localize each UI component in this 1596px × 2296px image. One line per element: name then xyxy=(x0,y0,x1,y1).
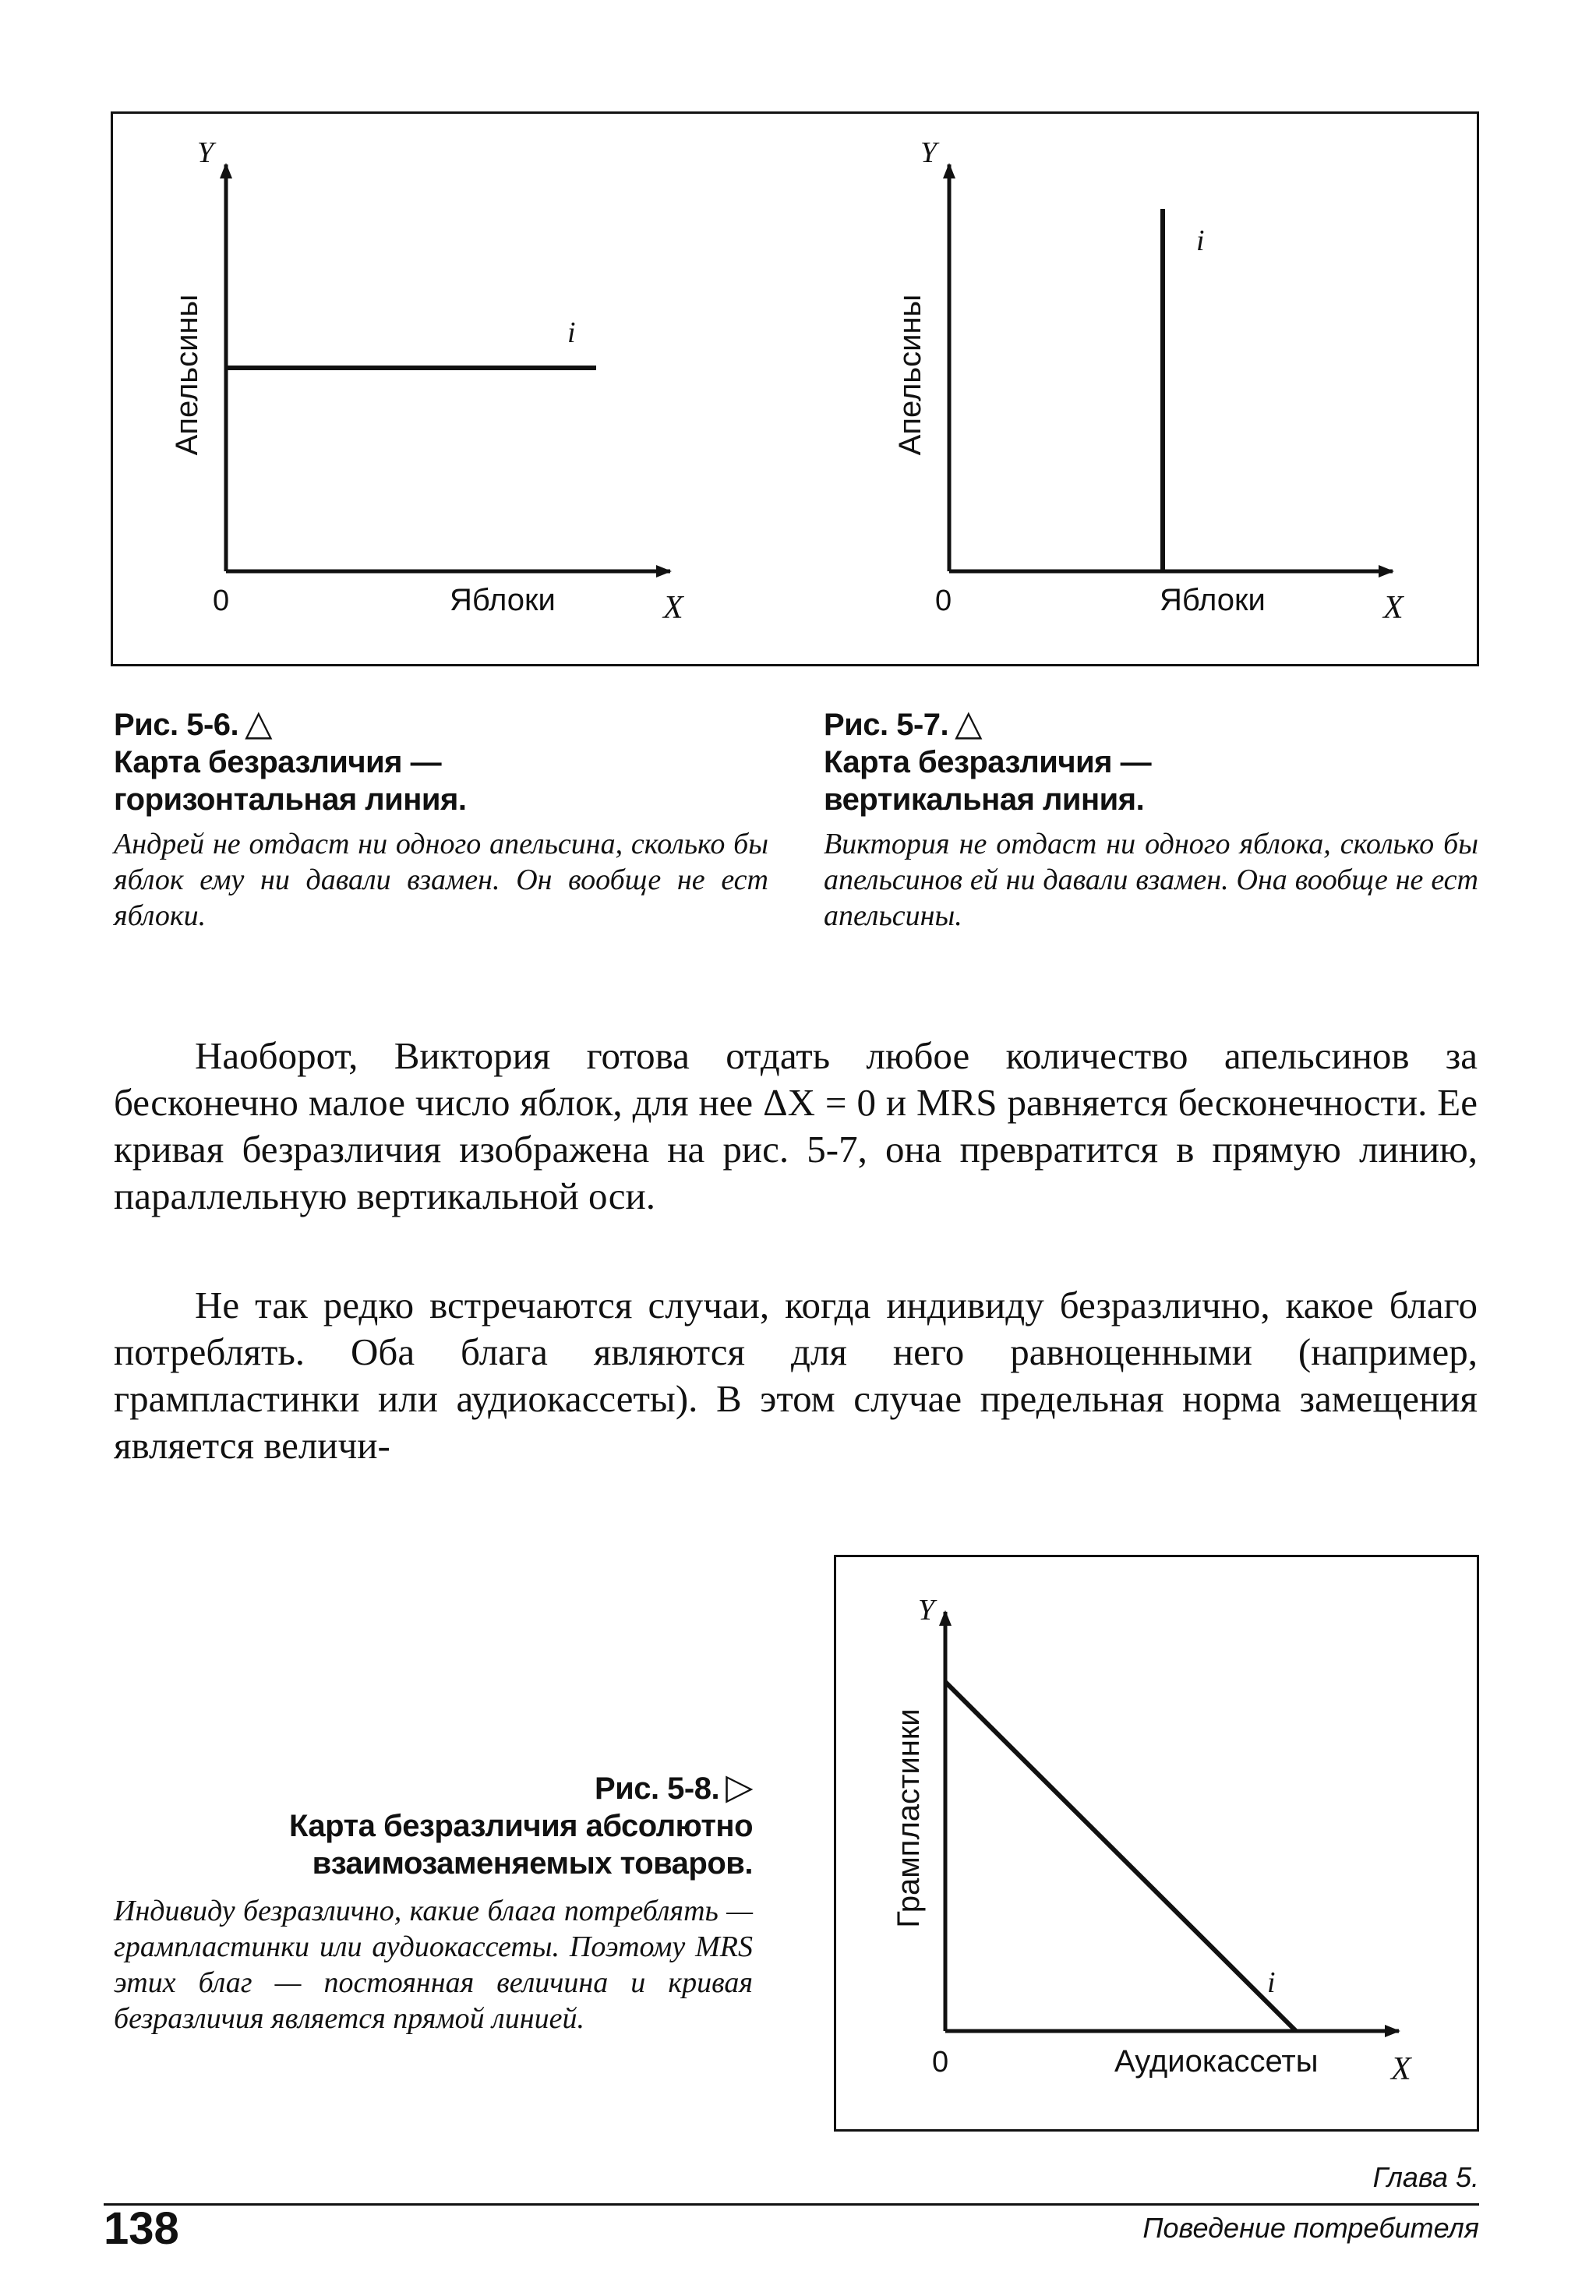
fig8-caption-title xyxy=(114,1768,753,1807)
fig8-description: Индивиду безразлично, какие блага потреблять — грампластинки или аудиокассеты. Поэтому MRS этих благ — постоянная величина и кривая безразличия является прямой линией. xyxy=(114,1895,753,2035)
body-paragraph-2: Не так редко встречаются случаи, когда индивиду безразлично, какое благо потреблять. Оба блага являются для него равноценными (например, грампластинки или аудиокассеты). В этом случае предельная норма замещения является величи- xyxy=(114,1284,1478,1467)
fig8-curve-label: i xyxy=(1267,1966,1276,1999)
triangle-right-icon: ▷ xyxy=(726,1766,753,1807)
triangle-up-icon: △ xyxy=(955,702,983,743)
figure-5-6-5-7-graphs xyxy=(113,114,1481,669)
triangle-up-icon: △ xyxy=(245,702,273,743)
fig7-description: Виктория не отдаст ни одного яблока, сколько бы апельсинов ей ни давали взамен. Она вообще не ест апельсины. xyxy=(824,828,1478,932)
top-figure-frame xyxy=(111,111,1479,666)
fig6-number: Рис. 5-6. xyxy=(114,708,239,742)
fig8-origin: 0 xyxy=(932,2046,949,2079)
fig8-number: Рис. 5-8. xyxy=(594,1771,720,1806)
fig6-y-axis-symbol: Y xyxy=(197,136,214,169)
fig7-number: Рис. 5-7. xyxy=(824,708,949,742)
fig7-y-label: Апельсины xyxy=(893,294,927,456)
fig6-subtitle: Карта безразличия — горизонтальная линия. xyxy=(114,745,467,817)
fig6-description: Андрей не отдаст ни одного апельсина, сколько бы яблок ему ни давали взамен. Он вообще не ест яблоки. xyxy=(114,828,768,932)
fig7-caption-title xyxy=(824,704,1478,744)
body-paragraph-1: Наоборот, Виктория готова отдать любое количество апельсинов за бесконечно малое число яблок, для нее ΔX = 0 и MRS равняется бесконечности. Ее кривая безразличия изображена на рис. 5-7, она превратится в прямую линию, параллельную вертикальной оси. xyxy=(114,1034,1478,1217)
fig6-y-label: Апельсины xyxy=(170,294,204,456)
fig8-caption xyxy=(114,1768,753,2036)
fig7-caption xyxy=(824,704,1478,934)
fig7-curve-label: i xyxy=(1196,224,1205,257)
fig8-subtitle: Карта безразличия абсолютно взаимозаменяемых товаров. xyxy=(289,1809,753,1881)
running-head-chapter: Глава 5. xyxy=(1372,2161,1479,2193)
fig7-x-axis-symbol: X xyxy=(1383,590,1404,626)
fig6-caption-title xyxy=(114,704,768,744)
running-head-title: Поведение потребителя xyxy=(1142,2212,1479,2244)
fig7-y-axis-symbol: Y xyxy=(920,136,937,169)
fig7-subtitle: Карта безразличия — вертикальная линия. xyxy=(824,745,1152,817)
fig8-frame xyxy=(834,1555,1479,2132)
page-number: 138 xyxy=(104,2203,179,2254)
footer-rule xyxy=(104,2203,1479,2206)
fig8-indifference-line xyxy=(945,1682,1296,2031)
figure-5-8-graph xyxy=(836,1557,1481,2134)
fig8-x-axis-symbol: X xyxy=(1391,2051,1411,2087)
fig8-y-axis-symbol: Y xyxy=(918,1594,935,1627)
fig8-y-label: Грампластинки xyxy=(892,1708,926,1928)
fig6-curve-label: i xyxy=(567,316,576,349)
fig6-caption xyxy=(114,704,768,934)
fig8-x-label: Аудиокассеты xyxy=(1114,2044,1319,2079)
fig7-x-label: Яблоки xyxy=(1160,583,1266,617)
fig6-x-label: Яблоки xyxy=(450,583,556,617)
fig7-origin: 0 xyxy=(935,585,952,617)
fig6-origin: 0 xyxy=(213,585,230,617)
fig6-x-axis-symbol: X xyxy=(663,590,683,626)
